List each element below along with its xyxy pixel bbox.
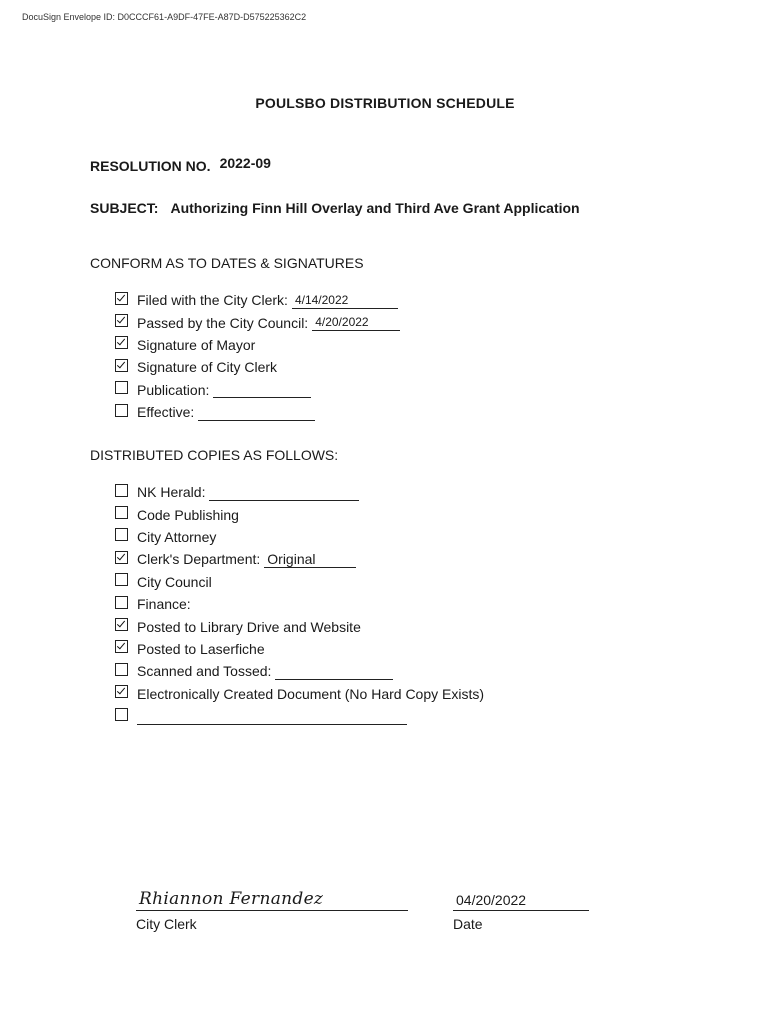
checklist-item-publication	[115, 379, 400, 401]
passed-date-value: 4/20/2022	[315, 315, 369, 330]
signature-line	[136, 910, 408, 911]
checkbox-city-council[interactable]	[115, 573, 128, 586]
resolution-label: RESOLUTION NO.	[90, 158, 211, 174]
resolution-line	[90, 155, 271, 174]
checkbox-laserfiche[interactable]	[115, 640, 128, 653]
signer-title: City Clerk	[136, 916, 197, 932]
checklist-label: Publication:	[137, 381, 210, 398]
checklist-label: Signature of City Clerk	[137, 359, 278, 376]
passed-date-field[interactable]	[312, 314, 400, 331]
document-title: POULSBO DISTRIBUTION SCHEDULE	[255, 95, 515, 111]
handwritten-signature: Rhiannon Fernandez	[139, 889, 324, 909]
conform-heading: CONFORM AS TO DATES & SIGNATURES	[90, 255, 364, 271]
filed-date-value: 4/14/2022	[294, 292, 349, 307]
checklist-item-city-council	[115, 571, 484, 593]
checklist-label: Signature of Mayor	[137, 336, 256, 353]
checklist-label: Passed by the City Council:	[137, 314, 309, 331]
conform-checklist	[115, 289, 400, 423]
checklist-item-electronic-document	[115, 683, 484, 705]
checklist-item-passed	[115, 311, 400, 333]
checklist-item-other	[115, 705, 484, 727]
nk-herald-field[interactable]	[209, 484, 359, 501]
subject-text: Authorizing Finn Hill Overlay and Third Ave Grant Application	[170, 200, 580, 216]
other-field[interactable]	[137, 708, 407, 725]
checkbox-scanned-tossed[interactable]	[115, 663, 128, 676]
checklist-label: Finance:	[137, 596, 191, 613]
checklist-label: City Attorney	[137, 528, 217, 545]
subject-label: SUBJECT:	[90, 200, 159, 216]
clerks-department-value: Original	[267, 550, 316, 567]
date-label: Date	[453, 916, 483, 932]
checkbox-passed[interactable]	[115, 314, 128, 327]
resolution-number: 2022-09	[219, 155, 271, 171]
checklist-label: Scanned and Tossed:	[137, 663, 272, 680]
checklist-item-clerk-signature	[115, 356, 400, 378]
scanned-tossed-field[interactable]	[275, 663, 393, 680]
publication-field[interactable]	[213, 381, 311, 398]
checklist-item-laserfiche	[115, 638, 484, 660]
checklist-item-nk-herald	[115, 481, 484, 503]
envelope-id: DocuSign Envelope ID: D0CCCF61-A9DF-47FE-A87D-D575225362C2	[22, 12, 307, 22]
checkbox-electronic-document[interactable]	[115, 685, 128, 698]
checklist-label: Posted to Library Drive and Website	[137, 618, 361, 635]
checkbox-code-publishing[interactable]	[115, 506, 128, 519]
checkbox-filed[interactable]	[115, 292, 128, 305]
signature-date: 04/20/2022	[456, 892, 527, 908]
checkbox-mayor-signature[interactable]	[115, 336, 128, 349]
distribution-checklist	[115, 481, 484, 727]
subject-line	[90, 200, 580, 216]
effective-field[interactable]	[198, 404, 315, 421]
checkbox-city-attorney[interactable]	[115, 528, 128, 541]
checklist-item-scanned-tossed	[115, 660, 484, 682]
checklist-item-finance	[115, 593, 484, 615]
checklist-label: Posted to Laserfiche	[137, 640, 265, 657]
checklist-item-code-publishing	[115, 503, 484, 525]
checkbox-clerks-department[interactable]	[115, 551, 128, 564]
checklist-item-effective	[115, 401, 400, 423]
date-line	[453, 910, 589, 911]
checkbox-nk-herald[interactable]	[115, 484, 128, 497]
checklist-label: NK Herald:	[137, 484, 206, 501]
checklist-item-library-website	[115, 615, 484, 637]
checklist-item-city-attorney	[115, 526, 484, 548]
clerks-department-field[interactable]	[264, 551, 356, 568]
checkbox-effective[interactable]	[115, 404, 128, 417]
filed-date-field[interactable]	[292, 292, 398, 309]
checklist-label: Effective:	[137, 404, 195, 421]
checklist-label: City Council	[137, 573, 212, 590]
checklist-item-filed	[115, 289, 400, 311]
checklist-label: Electronically Created Document (No Hard Copy Exists)	[137, 685, 485, 702]
checkbox-clerk-signature[interactable]	[115, 359, 128, 372]
checklist-label: Filed with the City Clerk:	[137, 292, 288, 309]
checklist-item-clerks-department	[115, 548, 484, 570]
checkbox-other[interactable]	[115, 708, 128, 721]
checklist-label: Clerk's Department:	[137, 551, 261, 568]
checklist-label: Code Publishing	[137, 506, 239, 523]
checkbox-publication[interactable]	[115, 381, 128, 394]
checklist-item-mayor-signature	[115, 334, 400, 356]
checkbox-finance[interactable]	[115, 596, 128, 609]
distributed-heading: DISTRIBUTED COPIES AS FOLLOWS:	[90, 447, 339, 463]
checkbox-library-website[interactable]	[115, 618, 128, 631]
